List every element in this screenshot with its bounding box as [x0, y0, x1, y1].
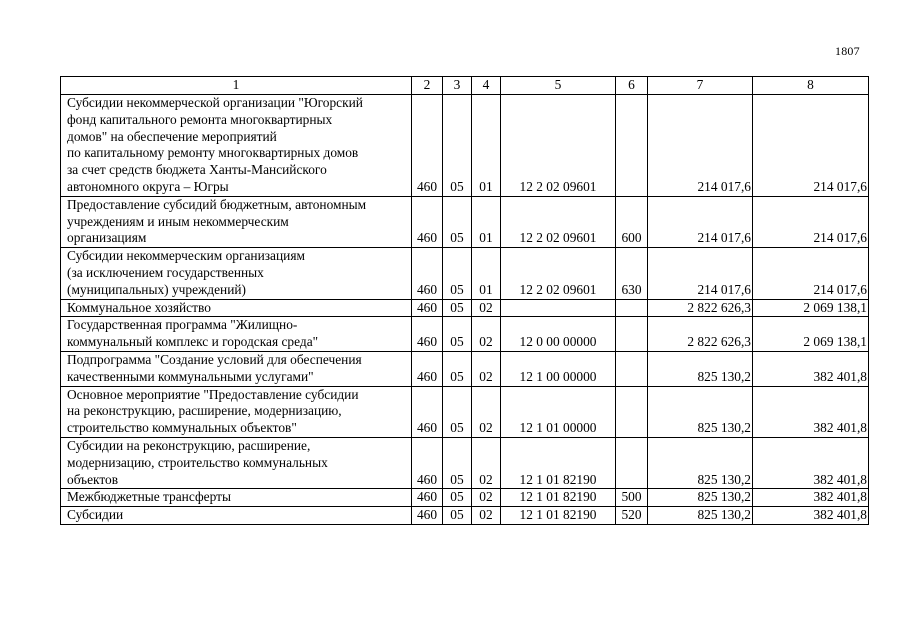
header-col-3: 3: [443, 77, 472, 95]
code-target-article: 12 1 01 82190: [501, 507, 616, 525]
code-expense-type: 600: [616, 196, 648, 247]
code-subsection: 01: [472, 196, 501, 247]
code-subsection: 02: [472, 489, 501, 507]
amount-year-1: 825 130,2: [648, 437, 753, 488]
code-subsection: 02: [472, 507, 501, 525]
code-target-article: 12 1 00 00000: [501, 351, 616, 386]
item-name: Основное мероприятие "Предоставление субсидии на реконструкцию, расширение, модернизацию, строительство коммунальных объектов": [61, 386, 412, 437]
header-col-8: 8: [753, 77, 869, 95]
code-ministry: 460: [412, 248, 443, 299]
table-row: [61, 386, 869, 437]
table-row: [61, 507, 869, 525]
amount-year-2: 2 069 138,1: [753, 317, 869, 352]
amount-year-2: 382 401,8: [753, 386, 869, 437]
item-name: Субсидии некоммерческим организациям (за исключением государственных (муниципальных) учреждений): [61, 248, 412, 299]
amount-year-1: 825 130,2: [648, 507, 753, 525]
budget-table: [60, 76, 869, 525]
amount-year-2: 2 069 138,1: [753, 299, 869, 317]
code-target-article: [501, 299, 616, 317]
code-subsection: 02: [472, 317, 501, 352]
code-section: 05: [443, 196, 472, 247]
item-name: Субсидии некоммерческой организации "Югорский фонд капитального ремонта многоквартирных домов" на обеспечение мероприятий по капитальному ремонту многоквартирных домов за счет средств бюджета Ханты-Мансийского автономного округа – Югры: [61, 95, 412, 197]
table-row: [61, 489, 869, 507]
table-row: [61, 351, 869, 386]
code-expense-type: 520: [616, 507, 648, 525]
amount-year-1: 825 130,2: [648, 351, 753, 386]
code-subsection: 02: [472, 299, 501, 317]
page-number: 1807: [835, 44, 860, 58]
code-target-article: 12 1 01 82190: [501, 437, 616, 488]
code-section: 05: [443, 351, 472, 386]
code-expense-type: [616, 437, 648, 488]
code-section: 05: [443, 386, 472, 437]
amount-year-2: 382 401,8: [753, 437, 869, 488]
item-name: Предоставление субсидий бюджетным, автономным учреждениям и иным некоммерческим организациям: [61, 196, 412, 247]
table-row: [61, 437, 869, 488]
code-section: 05: [443, 95, 472, 197]
amount-year-1: 214 017,6: [648, 196, 753, 247]
code-ministry: 460: [412, 437, 443, 488]
amount-year-1: 214 017,6: [648, 248, 753, 299]
amount-year-2: 214 017,6: [753, 196, 869, 247]
header-col-6: 6: [616, 77, 648, 95]
code-ministry: 460: [412, 489, 443, 507]
code-expense-type: [616, 351, 648, 386]
code-expense-type: [616, 317, 648, 352]
item-name: Субсидии на реконструкцию, расширение, модернизацию, строительство коммунальных объектов: [61, 437, 412, 488]
code-section: 05: [443, 507, 472, 525]
code-expense-type: [616, 299, 648, 317]
amount-year-2: 214 017,6: [753, 248, 869, 299]
amount-year-1: 825 130,2: [648, 489, 753, 507]
code-expense-type: [616, 95, 648, 197]
code-ministry: 460: [412, 196, 443, 247]
code-subsection: 02: [472, 386, 501, 437]
code-section: 05: [443, 489, 472, 507]
code-subsection: 01: [472, 95, 501, 197]
code-section: 05: [443, 299, 472, 317]
amount-year-1: 825 130,2: [648, 386, 753, 437]
amount-year-2: 382 401,8: [753, 351, 869, 386]
table-row: [61, 196, 869, 247]
code-subsection: 01: [472, 248, 501, 299]
code-ministry: 460: [412, 317, 443, 352]
item-name: Подпрограмма "Создание условий для обеспечения качественными коммунальными услугами": [61, 351, 412, 386]
header-col-7: 7: [648, 77, 753, 95]
header-col-5: 5: [501, 77, 616, 95]
code-ministry: 460: [412, 299, 443, 317]
code-target-article: 12 0 00 00000: [501, 317, 616, 352]
header-col-2: 2: [412, 77, 443, 95]
code-subsection: 02: [472, 437, 501, 488]
code-expense-type: 500: [616, 489, 648, 507]
code-target-article: 12 2 02 09601: [501, 196, 616, 247]
item-name: Коммунальное хозяйство: [61, 299, 412, 317]
header-row: [61, 77, 869, 95]
amount-year-1: 2 822 626,3: [648, 317, 753, 352]
code-section: 05: [443, 437, 472, 488]
code-target-article: 12 1 01 82190: [501, 489, 616, 507]
code-target-article: 12 1 01 00000: [501, 386, 616, 437]
code-ministry: 460: [412, 95, 443, 197]
code-subsection: 02: [472, 351, 501, 386]
table-row: [61, 317, 869, 352]
code-section: 05: [443, 248, 472, 299]
amount-year-2: 382 401,8: [753, 507, 869, 525]
header-col-1: 1: [61, 77, 412, 95]
table-row: [61, 95, 869, 197]
code-ministry: 460: [412, 507, 443, 525]
code-target-article: 12 2 02 09601: [501, 248, 616, 299]
item-name: Государственная программа "Жилищно- коммунальный комплекс и городская среда": [61, 317, 412, 352]
amount-year-1: 214 017,6: [648, 95, 753, 197]
item-name: Субсидии: [61, 507, 412, 525]
amount-year-1: 2 822 626,3: [648, 299, 753, 317]
item-name: Межбюджетные трансферты: [61, 489, 412, 507]
table-row: [61, 248, 869, 299]
code-expense-type: 630: [616, 248, 648, 299]
amount-year-2: 214 017,6: [753, 95, 869, 197]
code-ministry: 460: [412, 386, 443, 437]
header-col-4: 4: [472, 77, 501, 95]
table-row: [61, 299, 869, 317]
code-target-article: 12 2 02 09601: [501, 95, 616, 197]
table-body: [61, 95, 869, 525]
code-ministry: 460: [412, 351, 443, 386]
code-expense-type: [616, 386, 648, 437]
amount-year-2: 382 401,8: [753, 489, 869, 507]
code-section: 05: [443, 317, 472, 352]
